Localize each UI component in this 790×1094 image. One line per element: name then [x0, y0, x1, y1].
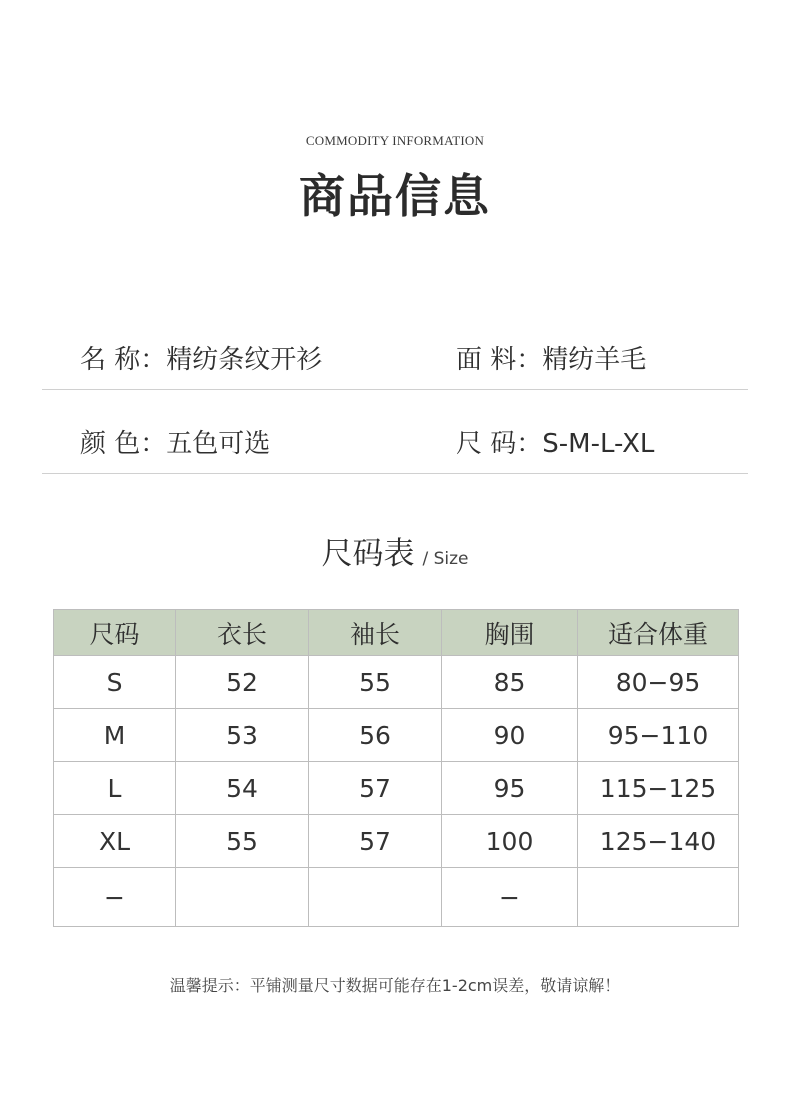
table-cell: M [54, 709, 176, 762]
table-cell: 95 [442, 762, 578, 815]
size-chart-title: 尺码表 [321, 536, 415, 572]
info-row-color-size [42, 389, 748, 474]
table-cell: − [442, 868, 578, 927]
table-row [54, 656, 739, 709]
table-cell: 100 [442, 815, 578, 868]
table-row [54, 868, 739, 927]
column-header-length: 衣长 [176, 610, 309, 656]
size-chart-subtitle: / Size [422, 549, 469, 569]
table-cell: 95−110 [578, 709, 739, 762]
product-fabric: 面 料：精纺羊毛 [456, 345, 647, 375]
page-title: 商品信息 [299, 169, 491, 223]
product-name: 名 称：精纺条纹开衫 [80, 345, 323, 375]
section-eyebrow: COMMODITY INFORMATION [305, 133, 485, 148]
table-cell: XL [54, 815, 176, 868]
size-table [53, 609, 739, 927]
column-header-size: 尺码 [54, 610, 176, 656]
table-row [54, 815, 739, 868]
table-cell: L [54, 762, 176, 815]
info-row-name-fabric [42, 305, 748, 390]
table-cell: − [54, 868, 176, 927]
table-cell: 54 [176, 762, 309, 815]
table-cell: 57 [309, 762, 442, 815]
table-cell: 90 [442, 709, 578, 762]
table-cell: 115−125 [578, 762, 739, 815]
table-cell: 55 [309, 656, 442, 709]
table-cell: 56 [309, 709, 442, 762]
table-cell: S [54, 656, 176, 709]
product-sizes: 尺 码：S-M-L-XL [456, 429, 655, 459]
column-header-weight: 适合体重 [578, 610, 739, 656]
table-cell: 57 [309, 815, 442, 868]
table-row [54, 709, 739, 762]
table-header-row [54, 610, 739, 656]
measurement-note: 温馨提示：平铺测量尺寸数据可能存在1-2cm误差，敬请谅解！ [169, 976, 621, 995]
column-header-chest: 胸围 [442, 610, 578, 656]
size-chart-heading [0, 528, 790, 573]
table-cell: 55 [176, 815, 309, 868]
table-row [54, 762, 739, 815]
table-cell: 80−95 [578, 656, 739, 709]
table-cell: 52 [176, 656, 309, 709]
table-cell: 53 [176, 709, 309, 762]
table-cell [176, 868, 309, 927]
column-header-sleeve: 袖长 [309, 610, 442, 656]
table-cell [309, 868, 442, 927]
product-color: 颜 色：五色可选 [80, 429, 271, 459]
table-cell: 85 [442, 656, 578, 709]
table-cell: 125−140 [578, 815, 739, 868]
table-cell [578, 868, 739, 927]
